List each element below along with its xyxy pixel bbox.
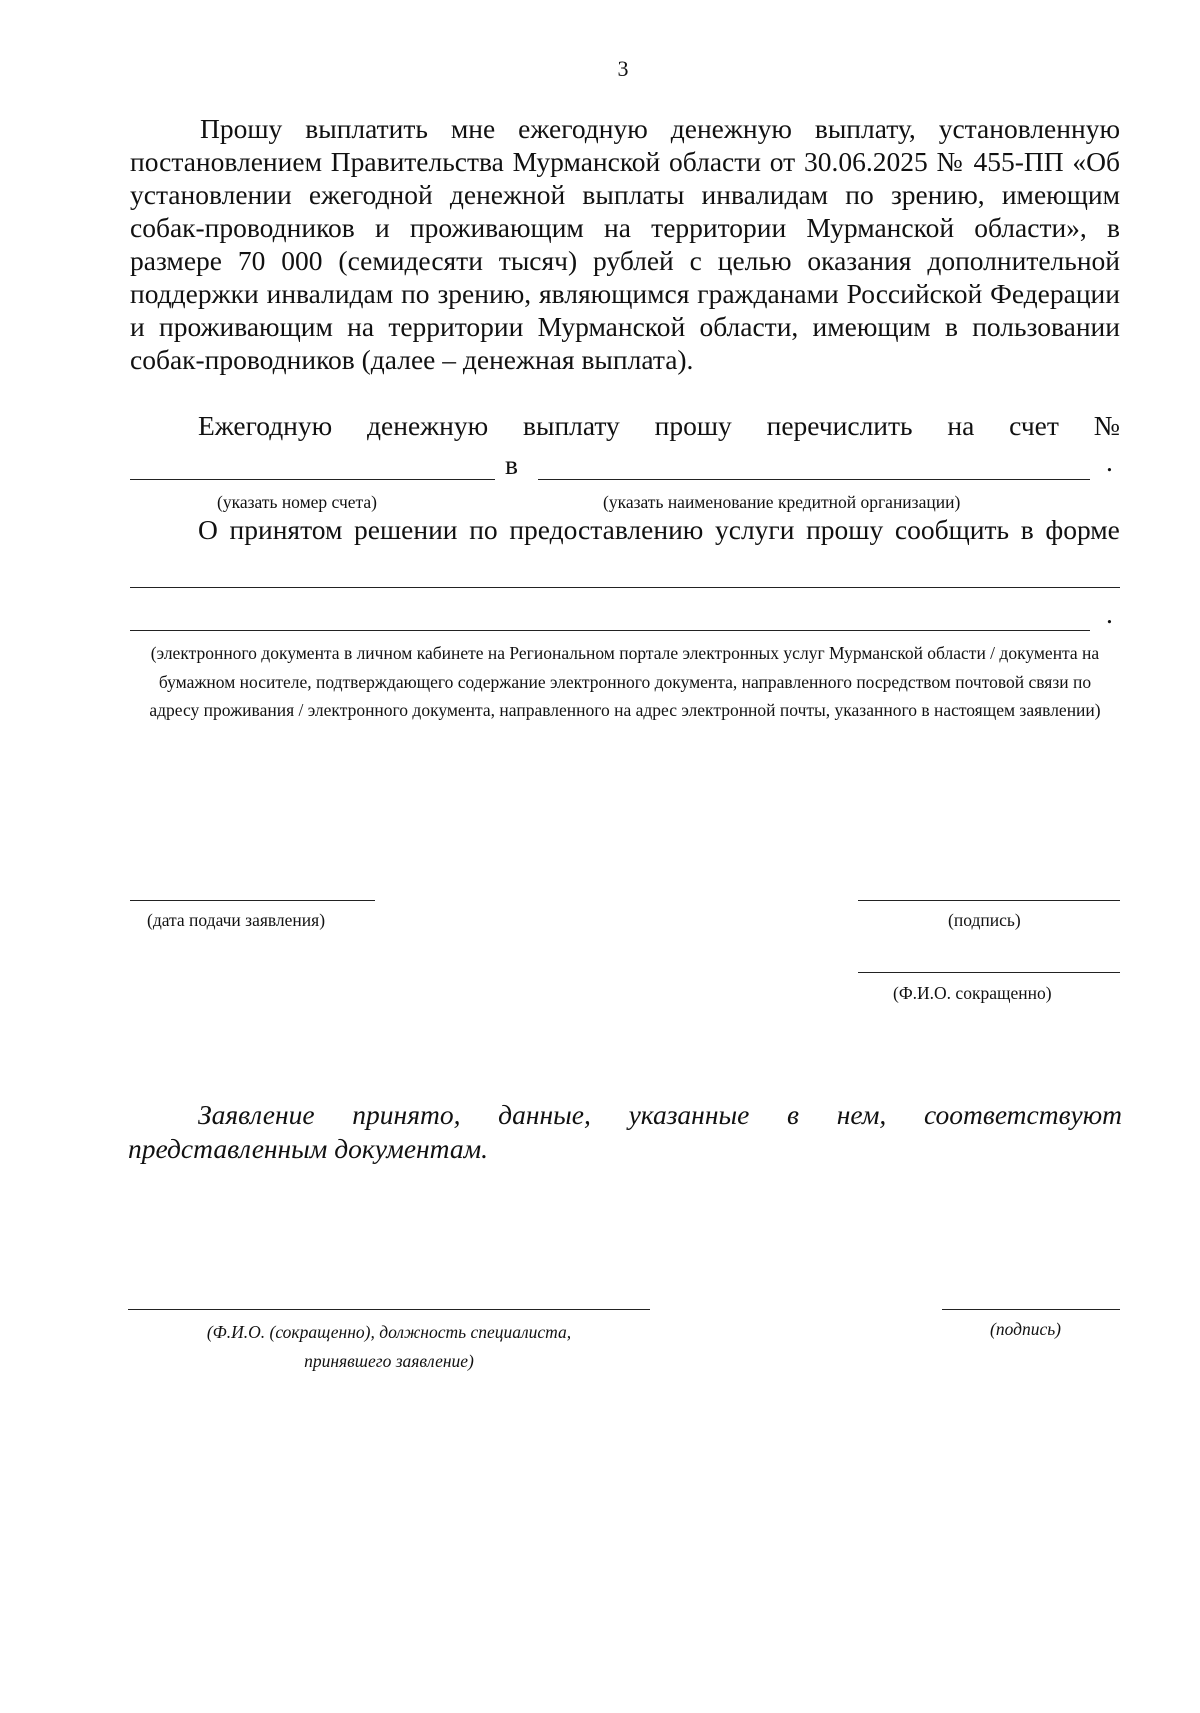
specialist-label-line2: принявшего заявление) <box>304 1351 474 1371</box>
specialist-label-line1: (Ф.И.О. (сокращенно), должность специалиста, <box>206 1322 572 1342</box>
bank-name-field[interactable] <box>538 479 1090 480</box>
specialist-name-field[interactable] <box>128 1309 650 1310</box>
notification-form-field-line1[interactable] <box>130 587 1120 588</box>
page-number: 3 <box>617 56 629 81</box>
account-word: № <box>1093 410 1120 441</box>
account-number-field[interactable] <box>130 479 495 480</box>
decision-word: О <box>198 514 218 545</box>
specialist-label <box>128 1318 650 1376</box>
decision-word: предоставлению <box>509 514 704 545</box>
decision-word: в <box>1020 514 1034 545</box>
specialist-signature-field[interactable] <box>942 1309 1120 1310</box>
notification-form-field-line2[interactable] <box>130 630 1090 631</box>
decision-word: услуги <box>715 514 795 545</box>
date-field[interactable] <box>130 900 375 901</box>
signature-label: (подпись) <box>948 910 1021 930</box>
name-field[interactable] <box>858 972 1120 973</box>
account-word: денежную <box>367 410 489 441</box>
decision-word: по <box>469 514 498 545</box>
account-word: на <box>947 410 975 441</box>
period: . <box>1106 446 1113 477</box>
decision-word: решении <box>354 514 458 545</box>
bank-name-hint: (указать наименование кредитной организации) <box>603 492 961 512</box>
account-word: выплату <box>523 410 620 441</box>
in-word: в <box>505 449 518 480</box>
period: . <box>1106 598 1113 629</box>
account-request-line <box>130 409 1120 442</box>
signature-field[interactable] <box>858 900 1120 901</box>
account-number-hint: (указать номер счета) <box>217 492 378 512</box>
date-label: (дата подачи заявления) <box>147 910 326 930</box>
account-word: Ежегодную <box>198 410 333 441</box>
name-label: (Ф.И.О. сокращенно) <box>893 983 1052 1003</box>
decision-word: сообщить <box>894 514 1010 545</box>
decision-word: принятом <box>229 514 343 545</box>
notification-form-hint: (электронного документа в личном кабинете на Региональном портале электронных услуг Мурманской области / документа на бумажном носителе, подтверждающего содержание электронного документа, направленного посредством почтовой связи по адресу проживания / электронного документа, направленного на адрес электронной почты, указанного в настоящем заявлении) <box>149 643 1101 720</box>
notification-form-line <box>130 513 1120 546</box>
specialist-signature-label: (подпись) <box>990 1319 1062 1339</box>
account-word: перечислить <box>766 410 913 441</box>
decision-word: прошу <box>806 514 884 545</box>
decision-word: форме <box>1045 514 1120 545</box>
account-word: прошу <box>654 410 732 441</box>
account-word: счет <box>1009 410 1059 441</box>
acceptance-statement: Заявление принято, данные, указанные в нем, соответствуют представленным документам. <box>128 1099 1122 1164</box>
application-paragraph: Прошу выплатить мне ежегодную денежную выплату, установленную постановлением Правительства Мурманской области от 30.06.2025 № 455-ПП «Об установлении ежегодной денежной выплаты инвалидам по зрению, имеющим собак-проводников и проживающим на территории Мурманской области», в размере 70 000 (семидесяти тысяч) рублей с целью оказания дополнительной поддержки инвалидам по зрению, являющимся гражданами Российской Федерации и проживающим на территории Мурманской области, имеющим в пользовании собак-проводников (далее – денежная выплата). <box>130 113 1120 375</box>
